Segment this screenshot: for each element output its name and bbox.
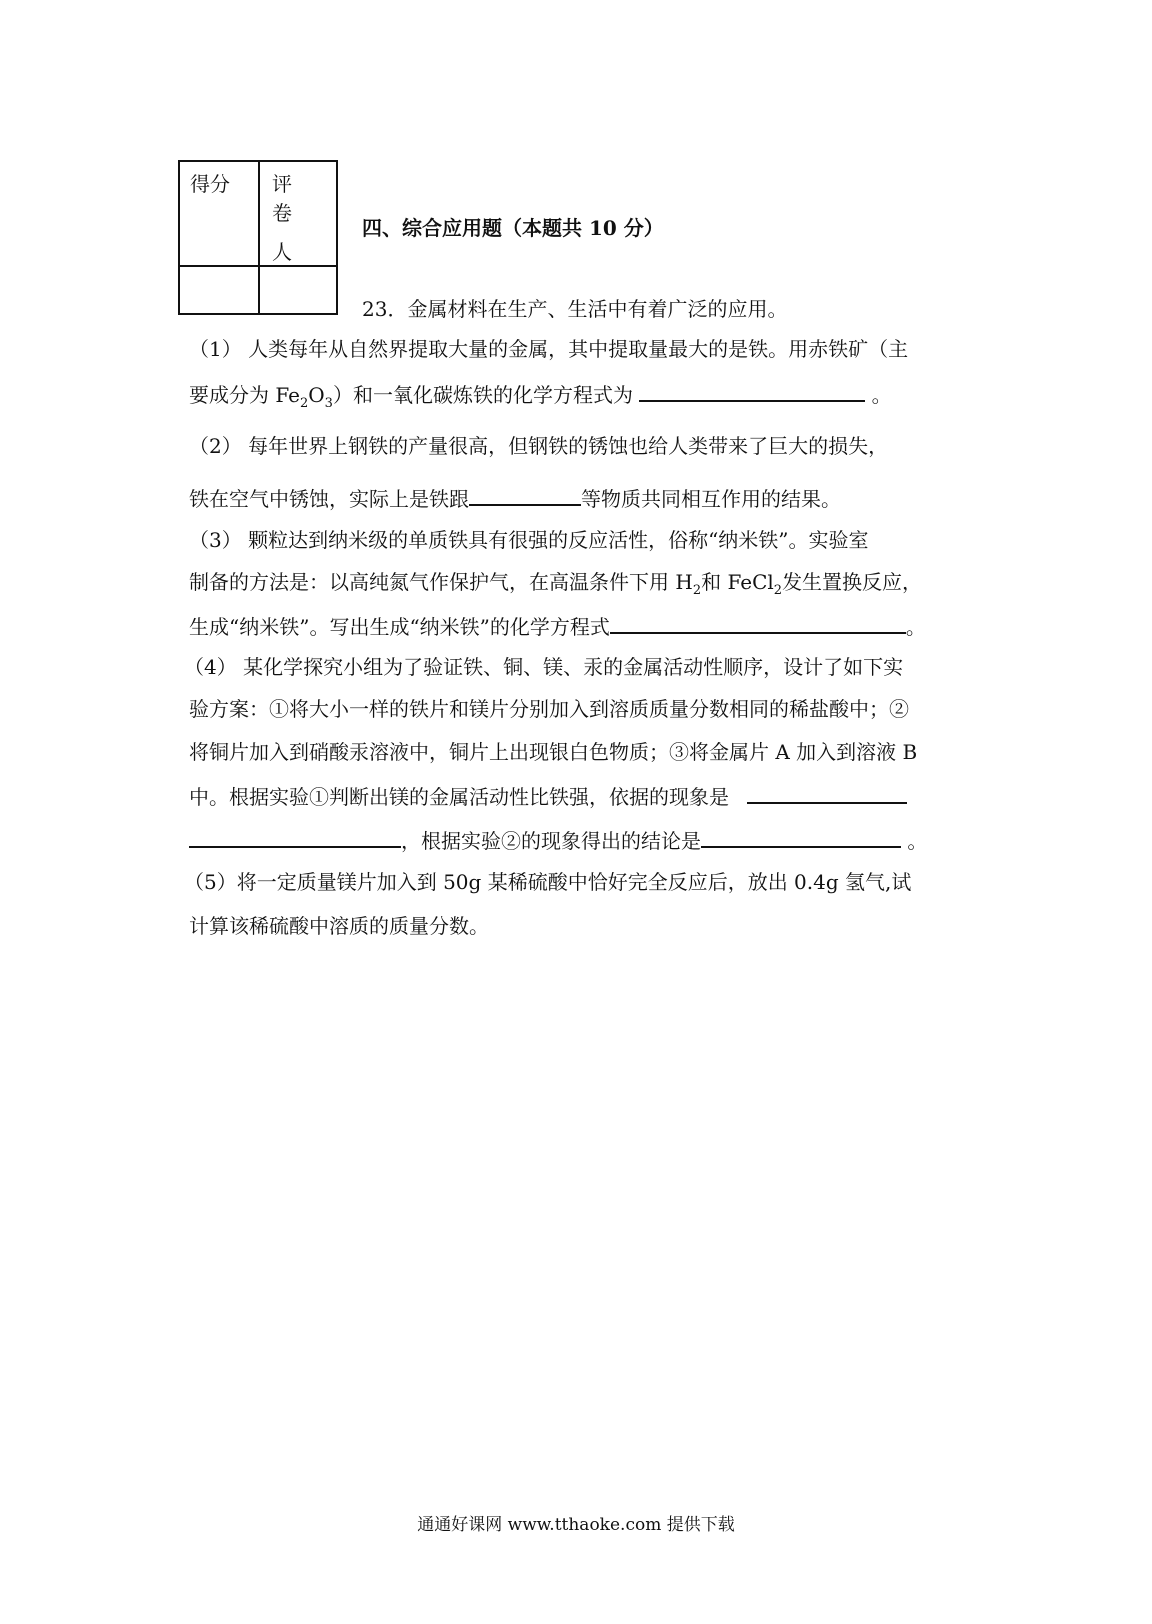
q2-answer-blank[interactable] <box>469 484 581 506</box>
q2-line2 <box>189 484 841 511</box>
q4-answer-blank-1b[interactable] <box>189 826 401 848</box>
q3-line3 <box>189 612 926 639</box>
score-input-cell[interactable] <box>179 266 259 314</box>
q4-end: 。 <box>907 829 928 853</box>
q3-text-a: 制备的方法是：以高纯氮气作保护气，在高温条件下用 H <box>189 570 693 594</box>
q4-answer-blank-1a[interactable] <box>747 782 907 804</box>
q4-answer-blank-2[interactable] <box>701 826 901 848</box>
q3-text-c: 发生置换反应， <box>782 570 923 594</box>
q3-line2 <box>189 570 923 598</box>
question-intro: 23．金属材料在生产、生活中有着广泛的应用。 <box>362 297 788 321</box>
q3-sub-cl2: 2 <box>773 583 783 598</box>
q1-line1: （1） 人类每年从自然界提取大量的金属，其中提取量最大的是铁。用赤铁矿（主 <box>189 337 909 361</box>
grader-header-cell <box>259 161 337 266</box>
q2-text-a: 铁在空气中锈蚀，实际上是铁跟 <box>189 487 469 511</box>
q1-line2 <box>189 380 892 411</box>
section-title: 四、综合应用题（本题共 10 分） <box>362 216 664 240</box>
q1-sub-2: 2 <box>299 396 309 411</box>
q4-text-b: ，根据实验②的现象得出的结论是 <box>401 829 701 853</box>
q5-line2: 计算该稀硫酸中溶质的质量分数。 <box>189 914 489 938</box>
q1-text-b: O <box>308 383 325 407</box>
q4-text-a: 中。根据实验①判断出镁的金属活动性比铁强，依据的现象是 <box>189 785 729 809</box>
score-header-cell <box>179 161 259 266</box>
q3-answer-blank[interactable] <box>610 612 906 634</box>
score-table <box>178 160 338 315</box>
q5-line1: （5）将一定质量镁片加入到 50g 某稀硫酸中恰好完全反应后，放出 0.4g 氢气,试 <box>184 870 912 894</box>
grader-label-line2: 人 <box>272 240 292 264</box>
grader-label-line1: 评 卷 <box>272 172 298 225</box>
q4-line5 <box>189 826 927 853</box>
q3-sub-h2: 2 <box>692 583 702 598</box>
q1-text-c: ）和一氧化碳炼铁的化学方程式为 <box>332 383 633 407</box>
q4-line4 <box>189 782 907 809</box>
q4-line2: 验方案：①将大小一样的铁片和镁片分别加入到溶质质量分数相同的稀盐酸中；② <box>189 697 909 721</box>
q3-end: 。 <box>905 615 926 639</box>
q3-line1: （3） 颗粒达到纳米级的单质铁具有很强的反应活性，俗称“纳米铁”。实验室 <box>189 528 869 552</box>
q1-answer-blank[interactable] <box>639 380 865 402</box>
grader-input-cell[interactable] <box>259 266 337 314</box>
q2-text-b: 等物质共同相互作用的结果。 <box>581 487 841 511</box>
q4-line3: 将铜片加入到硝酸汞溶液中，铜片上出现银白色物质；③将金属片 A 加入到溶液 B <box>189 740 918 764</box>
q3-text-b: 和 FeCl <box>701 570 774 594</box>
score-label: 得分 <box>190 172 230 196</box>
q4-line1: （4） 某化学探究小组为了验证铁、铜、镁、汞的金属活动性顺序，设计了如下实 <box>184 655 904 679</box>
page-footer: 通通好课网 www.tthaoke.com 提供下载 <box>417 1515 735 1535</box>
q2-line1: （2） 每年世界上钢铁的产量很高，但钢铁的锈蚀也给人类带来了巨大的损失， <box>189 434 889 458</box>
q1-sub-3: 3 <box>324 396 333 411</box>
q3-text-d: 生成“纳米铁”。写出生成“纳米铁”的化学方程式 <box>189 615 610 639</box>
q1-text-a: 要成分为 Fe <box>189 383 300 407</box>
q1-end: 。 <box>871 383 892 407</box>
